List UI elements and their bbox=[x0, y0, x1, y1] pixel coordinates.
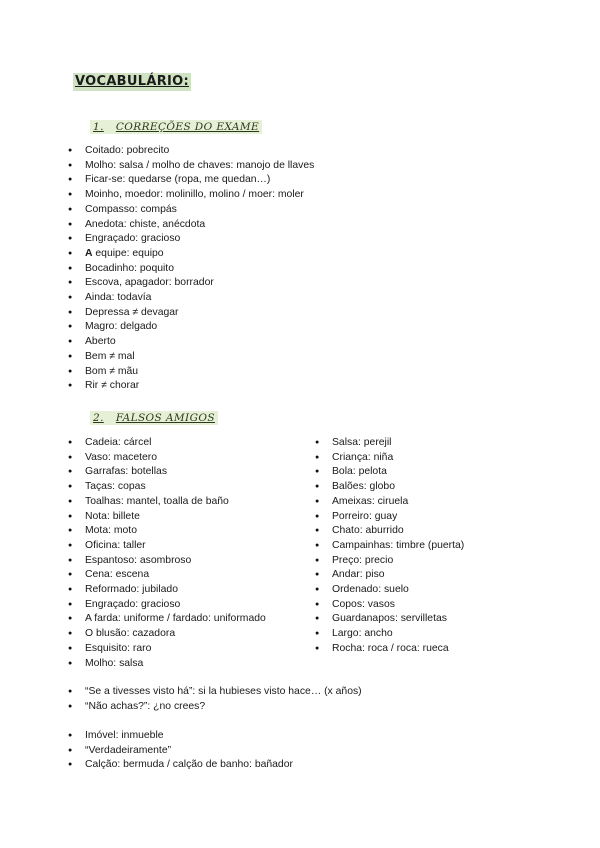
list-item: ● Magro: delgado bbox=[68, 320, 314, 335]
extra-vocabulary-list bbox=[68, 729, 293, 773]
list-item: ● Copos: vasos bbox=[315, 598, 464, 613]
list-item: ● Calção: bermuda / calção de banho: bañador bbox=[68, 758, 293, 773]
section-title: FALSOS AMIGOS bbox=[115, 412, 215, 424]
list-item: ● Ameixas: ciruela bbox=[315, 495, 464, 510]
list-item bbox=[68, 247, 314, 262]
false-friends-right-list bbox=[315, 436, 464, 657]
list-item: ● Balões: globo bbox=[315, 480, 464, 495]
list-item: ● Cena: escena bbox=[68, 568, 266, 583]
list-item: ● “Se a tivesses visto há”: si la hubieses visto hace… (x años) bbox=[68, 685, 362, 700]
list-item: ● Campainhas: timbre (puerta) bbox=[315, 539, 464, 554]
list-item: ● Nota: billete bbox=[68, 510, 266, 525]
section-number: 2. bbox=[93, 412, 104, 424]
list-item: ● Ficar-se: quedarse (ropa, me quedan…) bbox=[68, 173, 314, 188]
list-item: ● Depressa ≠ devagar bbox=[68, 306, 314, 321]
list-item: ● Rir ≠ chorar bbox=[68, 379, 314, 394]
list-item: ● Bocadinho: poquito bbox=[68, 262, 314, 277]
list-item: ● Escova, apagador: borrador bbox=[68, 276, 314, 291]
list-item: ● Reformado: jubilado bbox=[68, 583, 266, 598]
list-item: ● Largo: ancho bbox=[315, 627, 464, 642]
list-item: ● Mota: moto bbox=[68, 524, 266, 539]
list-item: ● Guardanapos: servilletas bbox=[315, 612, 464, 627]
list-item: ● A farda: uniforme / fardado: uniformado bbox=[68, 612, 266, 627]
list-item: ● Salsa: perejil bbox=[315, 436, 464, 451]
list-item: ● Preço: precio bbox=[315, 554, 464, 569]
list-item: ● Engraçado: gracioso bbox=[68, 232, 314, 247]
bold-article: A bbox=[85, 247, 93, 259]
phrases-list bbox=[68, 685, 362, 714]
list-item: ● Criança: niña bbox=[315, 451, 464, 466]
list-item: ● Anedota: chiste, anécdota bbox=[68, 218, 314, 233]
list-item: ● Espantoso: asombroso bbox=[68, 554, 266, 569]
list-item: ● Moinho, moedor: molinillo, molino / moer: moler bbox=[68, 188, 314, 203]
list-item: ● Esquisito: raro bbox=[68, 642, 266, 657]
list-item: ● Imóvel: inmueble bbox=[68, 729, 293, 744]
list-item: ● Garrafas: botellas bbox=[68, 465, 266, 480]
list-item: ● Bom ≠ mãu bbox=[68, 365, 314, 380]
corrections-list bbox=[68, 144, 314, 394]
list-item: ● Cadeia: cárcel bbox=[68, 436, 266, 451]
list-item: ● Porreiro: guay bbox=[315, 510, 464, 525]
section-heading-corrections bbox=[90, 120, 262, 134]
section-heading-false-friends bbox=[90, 411, 218, 425]
list-item: ● Engraçado: gracioso bbox=[68, 598, 266, 613]
list-item: ● Bem ≠ mal bbox=[68, 350, 314, 365]
list-item: ● Vaso: macetero bbox=[68, 451, 266, 466]
list-item: ● “Verdadeiramente” bbox=[68, 744, 293, 759]
list-item: ● Oficina: taller bbox=[68, 539, 266, 554]
list-item: ● Chato: aburrido bbox=[315, 524, 464, 539]
list-item: ● Andar: piso bbox=[315, 568, 464, 583]
list-item: ● O blusão: cazadora bbox=[68, 627, 266, 642]
section-number: 1. bbox=[93, 121, 104, 133]
list-item: ● “Não achas?”: ¿no crees? bbox=[68, 700, 362, 715]
section-title: CORREÇÕES DO EXAME bbox=[115, 121, 260, 133]
list-item: ● Molho: salsa / molho de chaves: manojo de llaves bbox=[68, 159, 314, 174]
list-item: ● Compasso: compás bbox=[68, 203, 314, 218]
list-item-text: equipe: equipo bbox=[95, 247, 164, 259]
page-title: VOCABULÁRIO: bbox=[75, 74, 189, 89]
list-item: ● Coitado: pobrecito bbox=[68, 144, 314, 159]
list-item: ● Molho: salsa bbox=[68, 657, 266, 672]
false-friends-left-list bbox=[68, 436, 266, 671]
list-item: ● Taças: copas bbox=[68, 480, 266, 495]
list-item: ● Aberto bbox=[68, 335, 314, 350]
list-item: ● Bola: pelota bbox=[315, 465, 464, 480]
list-item: ● Ainda: todavía bbox=[68, 291, 314, 306]
list-item: ● Toalhas: mantel, toalla de baño bbox=[68, 495, 266, 510]
list-item: ● Rocha: roca / roca: rueca bbox=[315, 642, 464, 657]
list-item: ● Ordenado: suelo bbox=[315, 583, 464, 598]
